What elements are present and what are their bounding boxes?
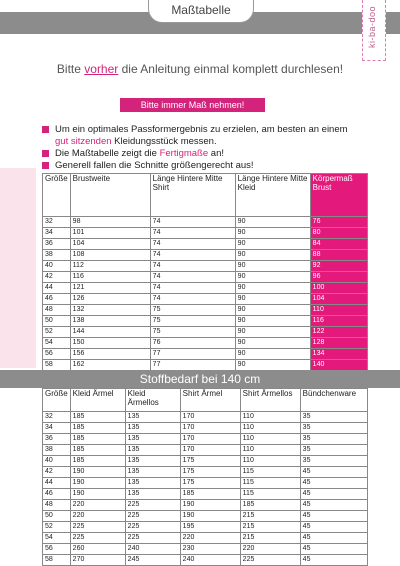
table-cell: 220 — [180, 533, 240, 544]
table-cell: 135 — [125, 445, 180, 456]
table-cell: 75 — [150, 327, 235, 338]
table-cell: 104 — [70, 239, 150, 250]
table-cell: 138 — [70, 316, 150, 327]
table-cell: 35 — [300, 434, 367, 445]
table-cell: 48 — [43, 305, 71, 316]
table-row — [43, 239, 368, 250]
table-cell: 110 — [240, 456, 300, 467]
col-header-ribbing: Bündchenware — [300, 389, 367, 412]
table-cell: 34 — [43, 423, 71, 434]
table-cell: 50 — [43, 316, 71, 327]
table-cell: 56 — [43, 544, 71, 555]
table-cell: 190 — [70, 478, 125, 489]
table-cell: 122 — [310, 327, 367, 338]
instruction-note — [0, 62, 400, 76]
col-header-size: Größe — [43, 174, 71, 217]
table-cell: 100 — [310, 283, 367, 294]
table-row — [43, 511, 368, 522]
page-title: Maßtabelle — [171, 3, 231, 17]
table-cell: 140 — [310, 360, 367, 371]
table-cell: 50 — [43, 511, 71, 522]
table-cell: 150 — [70, 338, 150, 349]
table-cell: 170 — [180, 445, 240, 456]
table-cell: 190 — [180, 511, 240, 522]
table-cell: 170 — [180, 423, 240, 434]
table-cell: 270 — [70, 555, 125, 566]
table-cell: 104 — [310, 294, 367, 305]
table-cell: 42 — [43, 272, 71, 283]
table-cell: 58 — [43, 555, 71, 566]
bullet-text: Kleidungsstück messen. — [111, 136, 217, 147]
table-cell: 90 — [235, 283, 310, 294]
table-cell: 52 — [43, 327, 71, 338]
table-cell: 115 — [240, 478, 300, 489]
table-cell: 225 — [125, 522, 180, 533]
table-cell: 175 — [180, 478, 240, 489]
table-row — [43, 305, 368, 316]
col-header-length-shirt: Länge Hintere Mitte Shirt — [150, 174, 235, 217]
bullet-item — [42, 160, 382, 172]
table-cell: 195 — [180, 522, 240, 533]
col-header-shirt-sleeveless: Shirt Ärmellos — [240, 389, 300, 412]
table-cell: 90 — [235, 327, 310, 338]
table-cell: 90 — [235, 349, 310, 360]
table-cell: 32 — [43, 217, 71, 228]
table-cell: 84 — [310, 239, 367, 250]
table-cell: 46 — [43, 294, 71, 305]
table-cell: 75 — [150, 316, 235, 327]
table-row — [43, 349, 368, 360]
table-cell: 76 — [150, 338, 235, 349]
table-cell: 225 — [70, 522, 125, 533]
table-cell: 225 — [125, 511, 180, 522]
brand-logo-text: ki-ba-doo — [367, 6, 377, 49]
table-cell: 190 — [70, 489, 125, 500]
table-cell: 74 — [150, 283, 235, 294]
table-cell: 45 — [300, 544, 367, 555]
table-row — [43, 272, 368, 283]
note-emphasis: vorher — [84, 62, 119, 76]
table-cell: 220 — [240, 544, 300, 555]
table-cell: 80 — [310, 228, 367, 239]
table-cell: 185 — [70, 423, 125, 434]
table-row — [43, 544, 368, 555]
table-row — [43, 434, 368, 445]
table-cell: 225 — [125, 533, 180, 544]
table-header-row — [43, 174, 368, 217]
bullet-square-icon — [42, 126, 49, 133]
table-cell: 75 — [150, 305, 235, 316]
table-cell: 38 — [43, 250, 71, 261]
table-cell: 185 — [70, 434, 125, 445]
table-cell: 77 — [150, 349, 235, 360]
table-cell: 32 — [43, 412, 71, 423]
table-cell: 90 — [235, 217, 310, 228]
bullet-emphasis: Fertigmaße — [159, 148, 209, 159]
table-row — [43, 478, 368, 489]
table-row — [43, 500, 368, 511]
table-cell: 74 — [150, 272, 235, 283]
table-cell: 35 — [300, 423, 367, 434]
table-cell: 230 — [180, 544, 240, 555]
bullet-square-icon — [42, 150, 49, 157]
table-cell: 42 — [43, 467, 71, 478]
table-cell: 35 — [300, 412, 367, 423]
table-cell: 90 — [235, 250, 310, 261]
table-cell: 175 — [180, 456, 240, 467]
table-cell: 90 — [235, 228, 310, 239]
table-row — [43, 261, 368, 272]
fabric-banner: Stoffbedarf bei 140 cm — [0, 370, 400, 388]
table-row — [43, 316, 368, 327]
table-cell: 185 — [240, 500, 300, 511]
table-cell: 54 — [43, 533, 71, 544]
table-cell: 35 — [300, 445, 367, 456]
col-header-size: Größe — [43, 389, 71, 412]
table-cell: 36 — [43, 239, 71, 250]
table-cell: 185 — [70, 456, 125, 467]
table-cell: 90 — [235, 261, 310, 272]
table-row — [43, 522, 368, 533]
size-table — [42, 173, 368, 371]
table-cell: 45 — [300, 555, 367, 566]
table-cell: 170 — [180, 434, 240, 445]
table-cell: 74 — [150, 261, 235, 272]
table-row — [43, 412, 368, 423]
table-cell: 135 — [125, 467, 180, 478]
table-cell: 260 — [70, 544, 125, 555]
table-row — [43, 360, 368, 371]
table-cell: 116 — [310, 316, 367, 327]
table-cell: 135 — [125, 456, 180, 467]
note-before: Bitte — [56, 62, 85, 76]
table-row — [43, 456, 368, 467]
bullet-text: Generell fallen die Schnitte größengerecht aus! — [55, 160, 254, 171]
table-cell: 116 — [70, 272, 150, 283]
table-row — [43, 489, 368, 500]
table-row — [43, 533, 368, 544]
bullet-text: Um ein optimales Passformergebnis zu erzielen, am besten an einem — [55, 124, 348, 135]
table-row — [43, 338, 368, 349]
table-cell: 185 — [70, 412, 125, 423]
table-cell: 220 — [70, 511, 125, 522]
table-cell: 58 — [43, 360, 71, 371]
table-cell: 245 — [125, 555, 180, 566]
table-cell: 76 — [310, 217, 367, 228]
table-cell: 110 — [240, 423, 300, 434]
size-table-body — [43, 217, 368, 371]
col-header-length-dress: Länge Hintere Mitte Kleid — [235, 174, 310, 217]
table-cell: 45 — [300, 467, 367, 478]
table-row — [43, 467, 368, 478]
table-cell: 135 — [125, 478, 180, 489]
table-cell: 170 — [180, 412, 240, 423]
table-cell: 110 — [310, 305, 367, 316]
table-cell: 126 — [70, 294, 150, 305]
table-cell: 45 — [300, 511, 367, 522]
table-cell: 40 — [43, 456, 71, 467]
table-cell: 74 — [150, 250, 235, 261]
table-cell: 44 — [43, 478, 71, 489]
table-header-row — [43, 389, 368, 412]
table-cell: 90 — [235, 316, 310, 327]
table-cell: 190 — [70, 467, 125, 478]
brand-logo — [362, 0, 386, 61]
bullet-list — [42, 124, 382, 172]
table-cell: 90 — [235, 272, 310, 283]
col-header-chest-width: Brustweite — [70, 174, 150, 217]
col-header-dress-sleeveless: Kleid Ärmellos — [125, 389, 180, 412]
table-cell: 90 — [235, 305, 310, 316]
col-header-body-chest: Körpermaß Brust — [310, 174, 367, 217]
table-cell: 115 — [240, 467, 300, 478]
table-cell: 144 — [70, 327, 150, 338]
bullet-emphasis: gut sitzenden — [55, 136, 112, 147]
table-cell: 101 — [70, 228, 150, 239]
table-cell: 110 — [240, 445, 300, 456]
table-cell: 40 — [43, 261, 71, 272]
table-cell: 128 — [310, 338, 367, 349]
table-cell: 240 — [180, 555, 240, 566]
note-after: die Anleitung einmal komplett durchlesen! — [118, 62, 344, 76]
table-cell: 215 — [240, 511, 300, 522]
table-cell: 162 — [70, 360, 150, 371]
bullet-square-icon — [42, 162, 49, 169]
table-cell: 135 — [125, 423, 180, 434]
table-cell: 74 — [150, 228, 235, 239]
table-cell: 96 — [310, 272, 367, 283]
table-cell: 240 — [125, 544, 180, 555]
table-cell: 215 — [240, 533, 300, 544]
table-row — [43, 217, 368, 228]
table-cell: 74 — [150, 239, 235, 250]
table-cell: 220 — [70, 500, 125, 511]
table-cell: 36 — [43, 434, 71, 445]
table-cell: 135 — [125, 489, 180, 500]
table-cell: 134 — [310, 349, 367, 360]
measure-badge: Bitte immer Maß nehmen! — [120, 98, 265, 112]
table-cell: 35 — [300, 456, 367, 467]
table-cell: 45 — [300, 500, 367, 511]
table-cell: 132 — [70, 305, 150, 316]
side-tint — [0, 168, 36, 368]
table-cell: 185 — [180, 489, 240, 500]
table-cell: 92 — [310, 261, 367, 272]
table-cell: 46 — [43, 489, 71, 500]
table-cell: 45 — [300, 489, 367, 500]
table-cell: 112 — [70, 261, 150, 272]
table-cell: 135 — [125, 434, 180, 445]
table-cell: 34 — [43, 228, 71, 239]
table-cell: 121 — [70, 283, 150, 294]
table-cell: 90 — [235, 338, 310, 349]
bullet-text: an! — [208, 148, 224, 159]
table-row — [43, 555, 368, 566]
table-cell: 215 — [240, 522, 300, 533]
table-cell: 52 — [43, 522, 71, 533]
table-cell: 98 — [70, 217, 150, 228]
bullet-continuation — [42, 136, 382, 148]
fabric-table-body — [43, 412, 368, 566]
table-cell: 115 — [240, 489, 300, 500]
table-cell: 110 — [240, 412, 300, 423]
bullet-item — [42, 124, 382, 136]
table-cell: 135 — [125, 412, 180, 423]
table-cell: 88 — [310, 250, 367, 261]
table-row — [43, 228, 368, 239]
table-cell: 225 — [240, 555, 300, 566]
table-cell: 54 — [43, 338, 71, 349]
table-cell: 108 — [70, 250, 150, 261]
table-cell: 225 — [70, 533, 125, 544]
table-cell: 74 — [150, 294, 235, 305]
table-cell: 74 — [150, 217, 235, 228]
table-row — [43, 327, 368, 338]
table-cell: 156 — [70, 349, 150, 360]
table-cell: 110 — [240, 434, 300, 445]
table-cell: 90 — [235, 239, 310, 250]
bullet-text: Die Maßtabelle zeigt die — [55, 148, 160, 159]
col-header-dress-sleeve: Kleid Ärmel — [70, 389, 125, 412]
table-cell: 45 — [300, 522, 367, 533]
table-cell: 90 — [235, 360, 310, 371]
table-cell: 185 — [70, 445, 125, 456]
table-row — [43, 423, 368, 434]
table-cell: 45 — [300, 533, 367, 544]
table-cell: 190 — [180, 500, 240, 511]
table-row — [43, 294, 368, 305]
table-cell: 45 — [300, 478, 367, 489]
table-cell: 48 — [43, 500, 71, 511]
table-cell: 56 — [43, 349, 71, 360]
bullet-item — [42, 148, 382, 160]
fabric-table — [42, 388, 368, 566]
table-row — [43, 283, 368, 294]
table-cell: 77 — [150, 360, 235, 371]
table-cell: 225 — [125, 500, 180, 511]
table-cell: 44 — [43, 283, 71, 294]
table-row — [43, 445, 368, 456]
table-cell: 38 — [43, 445, 71, 456]
table-row — [43, 250, 368, 261]
col-header-shirt-sleeve: Shirt Ärmel — [180, 389, 240, 412]
table-cell: 175 — [180, 467, 240, 478]
table-cell: 90 — [235, 294, 310, 305]
page-title-tab — [148, 0, 254, 23]
